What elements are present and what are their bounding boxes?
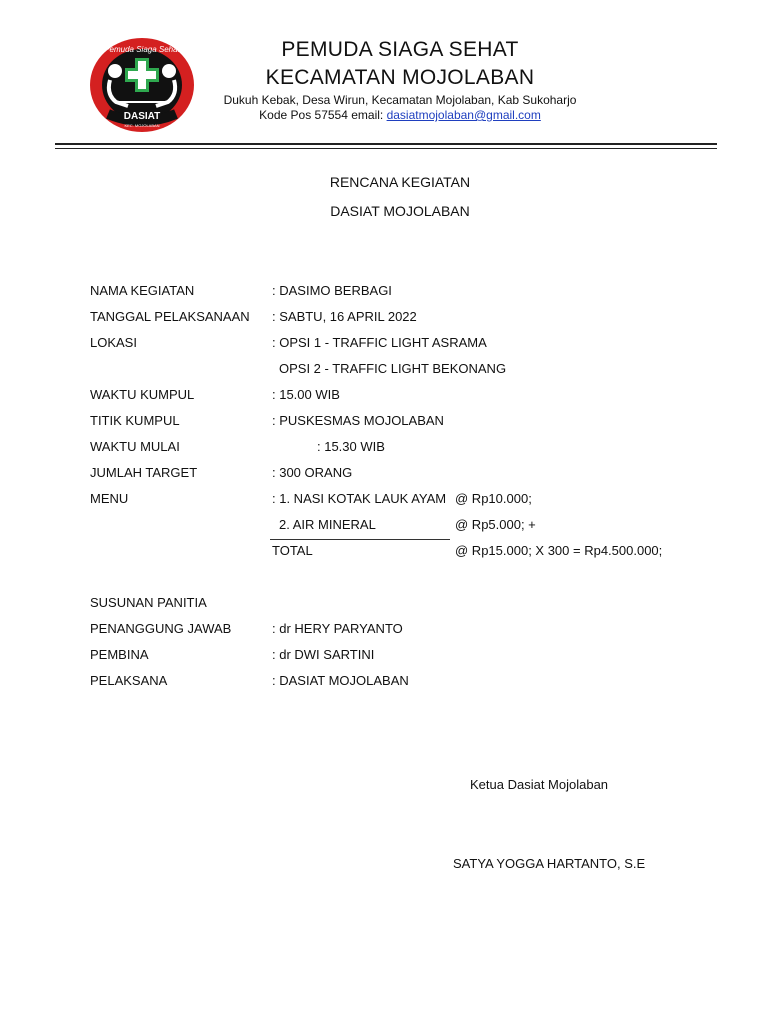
- doc-subtitle: DASIAT MOJOLABAN: [330, 203, 470, 219]
- menu-price-1: @ Rp10.000;: [455, 491, 532, 506]
- titik-kumpul-value: : PUSKESMAS MOJOLABAN: [272, 413, 444, 428]
- org-contact: [200, 108, 600, 122]
- waktu-mulai-label: WAKTU MULAI: [90, 439, 180, 454]
- lokasi-label: LOKASI: [90, 335, 137, 350]
- jumlah-target-value: : 300 ORANG: [272, 465, 353, 480]
- penanggung-jawab-label: PENANGGUNG JAWAB: [90, 621, 232, 636]
- total-value: @ Rp15.000; X 300 = Rp4.500.000;: [455, 543, 663, 558]
- nama-kegiatan-label: NAMA KEGIATAN: [90, 283, 195, 298]
- signatory-role: Ketua Dasiat Mojolaban: [470, 777, 609, 792]
- tanggal-label: TANGGAL PELAKSANAAN: [90, 309, 250, 324]
- dasiat-logo: [88, 36, 196, 134]
- signatory-name: SATYA YOGGA HARTANTO, S.E: [453, 856, 646, 871]
- waktu-kumpul-value: : 15.00 WIB: [272, 387, 340, 402]
- logo-text-small: KEC. MOJOLABAN: [124, 123, 160, 128]
- org-name-line1: PEMUDA SIAGA SEHAT: [281, 38, 519, 61]
- logo-text-bottom: DASIAT: [123, 111, 161, 122]
- letterhead-rule-thick: [55, 143, 717, 145]
- sum-rule: [270, 539, 450, 540]
- org-name-line2: KECAMATAN MOJOLABAN: [265, 66, 535, 89]
- pembina-value: : dr DWI SARTINI: [272, 647, 375, 662]
- waktu-kumpul-label: WAKTU KUMPUL: [90, 387, 195, 402]
- logo-text-top: Pemuda Siaga Sehat: [104, 45, 180, 54]
- menu-price-2: @ Rp5.000; +: [455, 517, 536, 532]
- waktu-mulai-value: : 15.30 WIB: [317, 439, 385, 454]
- lokasi-value-2: OPSI 2 - TRAFFIC LIGHT BEKONANG: [279, 361, 507, 376]
- doc-title: RENCANA KEGIATAN: [329, 174, 471, 190]
- titik-kumpul-label: TITIK KUMPUL: [90, 413, 180, 428]
- pembina-label: PEMBINA: [90, 647, 149, 662]
- postal-code-text: Kode Pos 57554 email:: [259, 108, 387, 122]
- panitia-heading: SUSUNAN PANITIA: [90, 595, 207, 610]
- pelaksana-label: PELAKSANA: [90, 673, 168, 688]
- menu-item-2: 2. AIR MINERAL: [279, 517, 376, 532]
- lokasi-value-1: : OPSI 1 - TRAFFIC LIGHT ASRAMA: [272, 335, 487, 350]
- total-label: TOTAL: [272, 543, 313, 558]
- menu-item-1: : 1. NASI KOTAK LAUK AYAM: [272, 491, 447, 506]
- nama-kegiatan-value: : DASIMO BERBAGI: [272, 283, 392, 298]
- letterhead-rule-thin: [55, 148, 717, 149]
- menu-label: MENU: [90, 491, 129, 506]
- penanggung-jawab-value: : dr HERY PARYANTO: [272, 621, 403, 636]
- tanggal-value: : SABTU, 16 APRIL 2022: [272, 309, 417, 324]
- pelaksana-value: : DASIAT MOJOLABAN: [272, 673, 409, 688]
- jumlah-target-label: JUMLAH TARGET: [90, 465, 198, 480]
- email-link[interactable]: dasiatmojolaban@gmail.com: [386, 108, 541, 122]
- org-address: Dukuh Kebak, Desa Wirun, Kecamatan Mojolaban, Kab Sukoharjo: [223, 93, 577, 107]
